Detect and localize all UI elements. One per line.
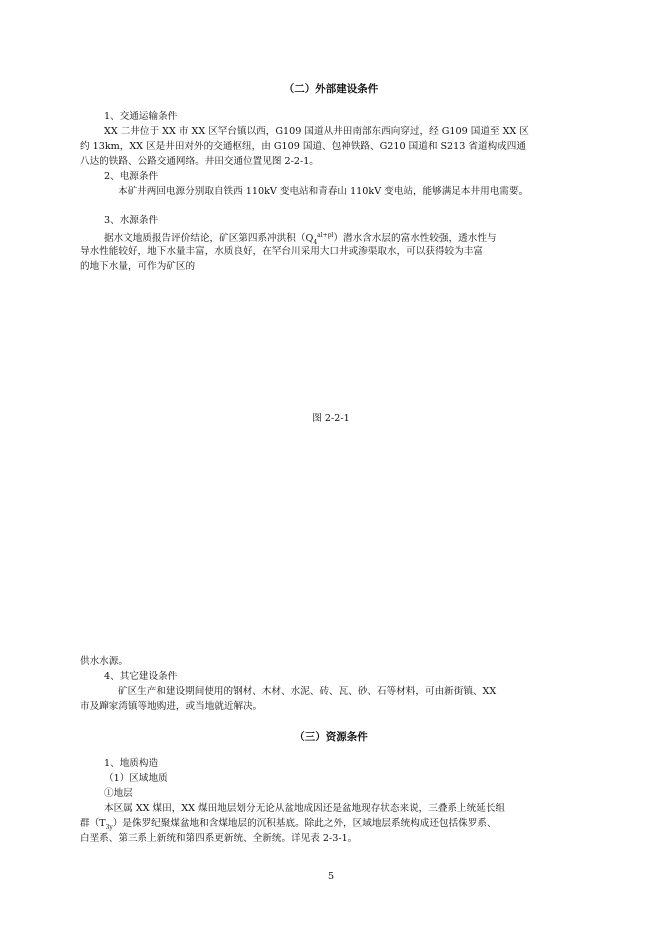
power-text: 本矿井两回电源分别取自铁西 110kV 变电站和青春山 110kV 变电站，能够满足本井用电需要。 [118,186,529,197]
figure-caption: 图 2-2-1 [312,413,350,424]
transport-line-2: 约 13km，XX 区是井田对外的交通枢纽，由 G109 国道、包神铁路、G210 国道和 S213 省道构成四通 [80,141,526,152]
strata-line-2-text-a: 群（T [80,818,106,829]
water-line-1-text-b: ）潜水含水层的富水性较强，透水性与 [333,233,497,245]
water-continuation: 供水水源。 [80,656,128,667]
section-heading-external-conditions: （二）外部建设条件 [283,83,379,95]
other-line-2: 市及蹿家湾镇等地购进，或当地就近解决。 [80,701,263,712]
water-line-3: 的地下水量，可作为矿区的 [80,261,196,272]
transport-line-3: 八达的铁路、公路交通网络。井田交通位置见图 2-2-1。 [80,156,319,167]
regional-geology-title: （1）区域地质 [104,773,168,784]
water-line-2: 导水性能较好，地下水量丰富，水质良好，在罕台川采用大口井或渗渠取水，可以获得较为丰富 [80,246,483,257]
triassic-subscript: 3y [105,823,113,831]
section-heading-resource-conditions: （三）资源条件 [294,731,368,743]
geology-title: 1、地质构造 [104,758,159,769]
strata-title: ①地层 [104,788,133,799]
transport-line-1: XX 二井位于 XX 市 XX 区罕台镇以西，G109 国道从井田南部东西向穿过，经 G109 国道至 XX 区 [104,126,529,137]
strata-line-2-text-b: ）是侏罗纪聚煤盆地和含煤地层的沉积基底。除此之外，区域地层系统构成还包括侏罗系、 [112,818,497,829]
quaternary-superscript: al+pl [317,232,334,239]
strata-line-3: 白垩系、第三系上新统和第四系更新统、全新统。详见表 2-3-1。 [80,833,358,844]
transport-title: 1、交通运输条件 [104,111,178,122]
quaternary-subscript: 4 [313,239,318,247]
strata-line-1: 本区属 XX 煤田，XX 煤田地层划分无论从盆地成因还是盆地现存状态来说，三叠系上统延长组 [104,803,506,814]
water-title: 3、水源条件 [104,215,159,226]
power-title: 2、电源条件 [104,171,159,182]
page-number: 5 [327,871,335,882]
other-line-1: 矿区生产和建设期间使用的钢材、木材、水泥、砖、瓦、砂、石等材料，可由新街镇、XX [118,686,497,697]
water-line-1-text-a: 据水文地质报告评价结论，矿区第四系冲洪积（Q [104,233,314,245]
other-title: 4、其它建设条件 [104,671,178,682]
